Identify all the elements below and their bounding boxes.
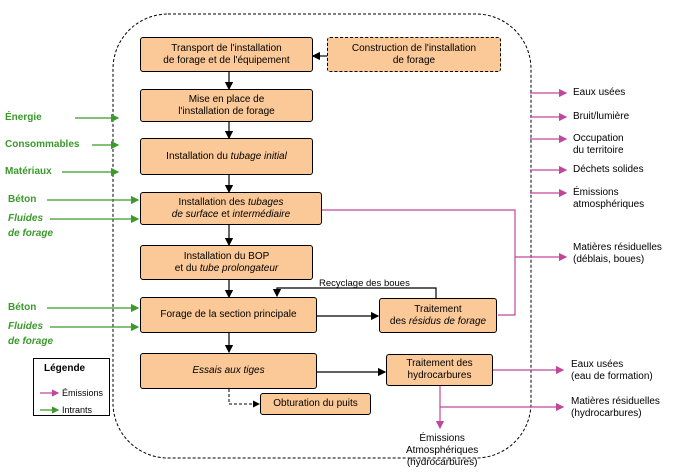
output-matieres-2: Matières résiduelles (hydrocarbures)	[571, 396, 660, 419]
system-boundary	[113, 14, 531, 458]
output-dechets: Déchets solides	[573, 164, 644, 175]
output-occupation: Occupation du territoire	[573, 133, 624, 156]
box-tubages-surface	[140, 192, 322, 225]
box-label: Essais aux tiges	[192, 365, 265, 376]
input-consommables: Consommables	[5, 139, 80, 150]
box-mise-en-place	[140, 89, 313, 122]
box-label: Construction de l'installation de forage	[351, 42, 477, 66]
input-fluides-1b: de forage	[8, 228, 54, 239]
box-label: Installation du tubage initial	[166, 150, 287, 162]
input-beton-1: Béton	[8, 194, 37, 205]
box-traitement-residus	[379, 298, 497, 333]
legend-title: Légende	[44, 363, 86, 374]
input-fluides-1: Fluides	[8, 213, 44, 224]
output-emissions: Émissions atmosphériques	[573, 187, 645, 210]
legend-intrants: Intrants	[62, 405, 93, 415]
output-eaux-usees: Eaux usées	[573, 87, 626, 98]
obturation-dashed-arrow	[229, 389, 259, 404]
box-construction	[327, 37, 501, 72]
box-label: Installation du BOP et du tube prolongateur	[174, 250, 279, 274]
input-materiaux: Matériaux	[5, 166, 52, 177]
output-eaux-formation: Eaux usées (eau de formation)	[571, 359, 653, 382]
box-label: Transport de l'installation de forage et de l'équipement	[163, 42, 290, 66]
box-label: Traitement des résidus de forage	[389, 303, 487, 327]
box-essais	[140, 353, 317, 389]
input-beton-2: Béton	[8, 302, 37, 313]
box-obturation	[260, 393, 371, 415]
box-label: Obturation du puits	[273, 398, 358, 409]
box-transport	[140, 37, 313, 72]
box-label: Installation des tubages de surface et intermédiaire	[171, 196, 291, 220]
input-energie: Énergie	[5, 112, 42, 123]
box-label: Mise en place de l'installation de forage	[178, 93, 275, 117]
box-forage-principale	[140, 297, 317, 333]
output-bruit: Bruit/lumière	[573, 111, 630, 122]
box-tubage-initial	[140, 138, 313, 175]
box-label: Forage de la section principale	[160, 309, 297, 320]
legend	[33, 358, 110, 416]
legend-emissions: Émissions	[62, 388, 104, 398]
box-bop	[140, 245, 313, 280]
input-fluides-2: Fluides	[8, 321, 44, 332]
box-label: Traitement des hydrocarbures	[406, 358, 473, 381]
output-matieres-1: Matières résiduelles (déblais, boues)	[573, 242, 662, 265]
box-traitement-hydrocarbures	[386, 354, 493, 386]
output-emissions-hydrocarbures: Émissions Atmosphériques (hydrocarbures)	[406, 433, 479, 468]
recycling-label: Recyclage des boues	[319, 278, 410, 289]
input-fluides-2b: de forage	[8, 336, 54, 347]
